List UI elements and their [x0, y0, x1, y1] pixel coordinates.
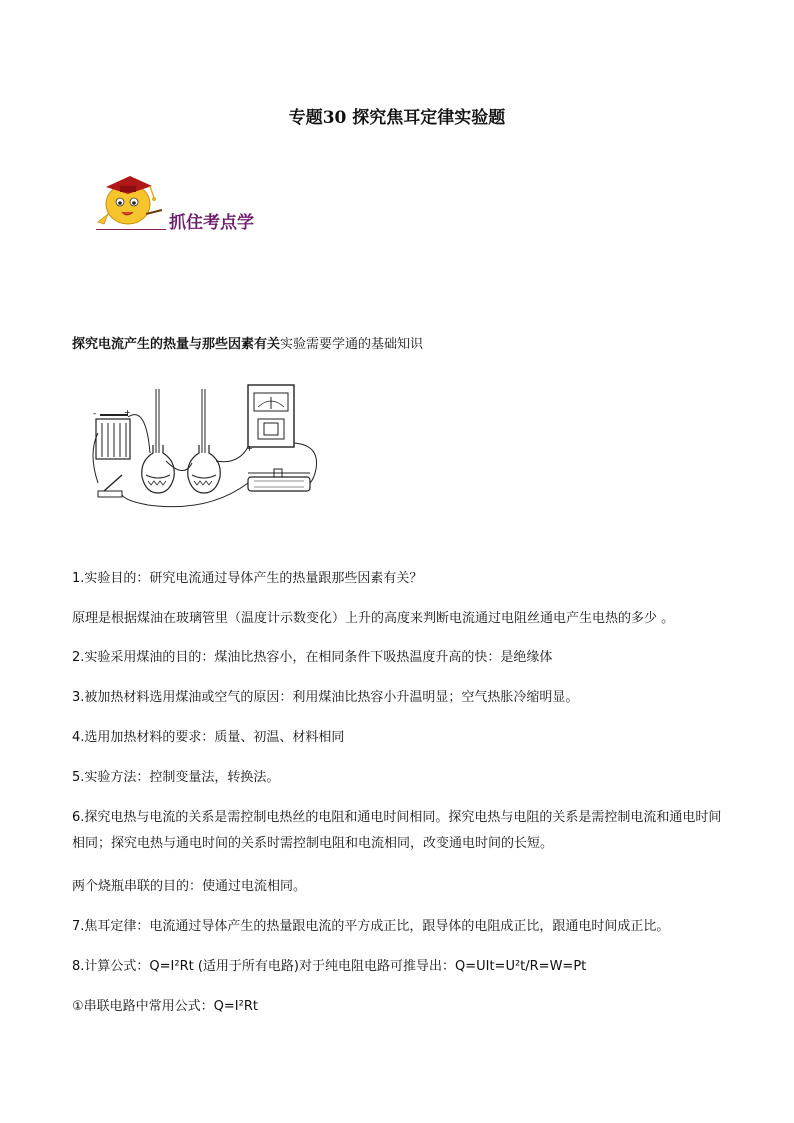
- battery-plus-label: +: [124, 408, 131, 417]
- intro-rest: 实验需要学通的基础知识: [280, 337, 424, 352]
- page-title: 专题30 探究焦耳定律实验题: [288, 108, 506, 128]
- flask-right-icon: [188, 389, 221, 493]
- paragraph-9: 7.焦耳定律：电流通过导体产生的热量跟电流的平方成正比，跟导体的电阻成正比，跟通电时间成正比。: [72, 919, 670, 934]
- rheostat-icon: [248, 469, 310, 491]
- paragraph-11: ①串联电路中常用公式：Q=I²Rt: [72, 999, 258, 1014]
- paragraph-5: 4.选用加热材料的要求：质量、初温、材料相同: [72, 730, 345, 745]
- ammeter-plus-label: +: [246, 444, 253, 453]
- battery-minus-label: -: [93, 409, 97, 419]
- paragraph-10: 8.计算公式：Q=I²Rt (适用于所有电路)对于纯电阻电路可推导出：Q=UIt=U²t/R=W=Pt: [72, 959, 587, 974]
- flask-left-icon: [142, 389, 175, 493]
- paragraph-4: 3.被加热材料选用煤油或空气的原因：利用煤油比热容小升温明显；空气热胀冷缩明显。: [72, 690, 579, 705]
- mascot-icon: [88, 170, 168, 232]
- paragraph-6: 5.实验方法：控制变量法，转换法。: [72, 770, 280, 785]
- section-underline: [96, 229, 166, 230]
- circuit-diagram: [88, 383, 324, 515]
- intro-bold: 探究电流产生的热量与那些因素有关: [72, 337, 281, 352]
- paragraph-7: 6.探究电热与电流的关系是需控制电热丝的电阻和通电时间相同。探究电热与电阻的关系是需控制电流和通电时间相同；探究电热与通电时间的关系时需控制电阻和电流相同，改变通电时间的长短。: [72, 810, 722, 851]
- intro-line: [72, 333, 423, 352]
- paragraph-3: 2.实验采用煤油的目的：煤油比热容小，在相同条件下吸热温度升高的快：是绝缘体: [72, 650, 553, 665]
- battery-icon: [96, 415, 130, 459]
- section-heading: 抓住考点学: [169, 213, 254, 233]
- paragraph-2: 原理是根据煤油在玻璃管里（温度计示数变化）上升的高度来判断电流通过电阻丝通电产生电热的多少 。: [72, 611, 675, 626]
- switch-icon: [98, 475, 122, 497]
- paragraph-1: 1.实验目的：研究电流通过导体产生的热量跟那些因素有关？: [72, 571, 423, 586]
- paragraph-8: 两个烧瓶串联的目的：使通过电流相同。: [72, 879, 307, 894]
- ammeter-icon: [248, 385, 294, 447]
